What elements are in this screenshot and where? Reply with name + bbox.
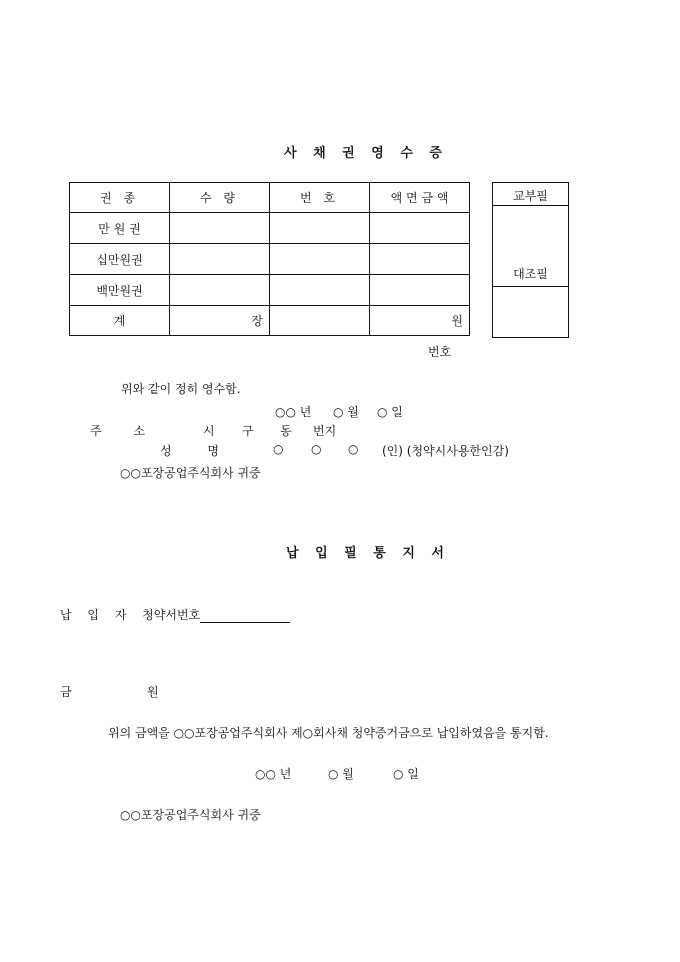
notice-date-day: ○ 일 bbox=[393, 767, 419, 781]
table-row bbox=[70, 244, 470, 275]
row-type-label: 백만원권 bbox=[70, 275, 170, 306]
payer-line bbox=[60, 606, 290, 623]
seal-divider bbox=[493, 286, 568, 287]
row-amount-cell[interactable] bbox=[370, 275, 470, 306]
seal-box bbox=[492, 182, 569, 338]
row-amount-cell[interactable] bbox=[370, 244, 470, 275]
receipt-statement: 위와 같이 정히 영수함. bbox=[121, 382, 241, 396]
row-number-cell[interactable] bbox=[270, 213, 370, 244]
table-row bbox=[70, 213, 470, 244]
row-quantity-cell[interactable] bbox=[170, 275, 270, 306]
row-type-label: 십만원권 bbox=[70, 244, 170, 275]
name-mark-2: ○ bbox=[311, 442, 322, 456]
address-dong: 동 bbox=[280, 424, 292, 438]
receipt-table bbox=[69, 182, 470, 336]
row-number-cell[interactable] bbox=[270, 275, 370, 306]
number-label: 번호 bbox=[428, 345, 452, 359]
total-quantity-unit: 장 bbox=[170, 306, 270, 336]
address-gu: 구 bbox=[242, 424, 254, 438]
notice-date-month: ○ 월 bbox=[328, 767, 354, 781]
row-type-label: 만 원 권 bbox=[70, 213, 170, 244]
payer-label: 납 입 자 청약서번호 bbox=[60, 608, 201, 622]
table-total-row bbox=[70, 306, 470, 336]
row-number-cell[interactable] bbox=[270, 244, 370, 275]
receipt-title: 사 채 권 영 수 증 bbox=[284, 146, 448, 161]
header-number: 번 호 bbox=[270, 183, 370, 213]
row-quantity-cell[interactable] bbox=[170, 213, 270, 244]
table-row bbox=[70, 275, 470, 306]
name-mark-3: ○ bbox=[348, 442, 359, 456]
receipt-addressee: ○○포장공업주식회사 귀중 bbox=[120, 466, 261, 480]
receipt-date-year: ○○ 년 bbox=[275, 405, 312, 419]
notice-addressee: ○○포장공업주식회사 귀중 bbox=[120, 808, 261, 822]
receipt-date-day: ○ 일 bbox=[377, 405, 403, 419]
total-number-cell[interactable] bbox=[270, 306, 370, 336]
seal-divider bbox=[493, 205, 568, 206]
table-header-row bbox=[70, 183, 470, 213]
receipt-date-month: ○ 월 bbox=[333, 405, 359, 419]
amount-label: 금 bbox=[60, 685, 72, 699]
total-amount-unit: 원 bbox=[370, 306, 470, 336]
address-si: 시 bbox=[203, 424, 215, 438]
notice-title: 납 입 필 통 지 서 bbox=[286, 546, 450, 561]
header-quantity: 수 량 bbox=[170, 183, 270, 213]
name-mark-1: ○ bbox=[273, 442, 284, 456]
row-amount-cell[interactable] bbox=[370, 213, 470, 244]
delivery-seal-label: 교부필 bbox=[513, 189, 548, 203]
header-type: 권 종 bbox=[70, 183, 170, 213]
notice-date-year: ○○ 년 bbox=[255, 767, 292, 781]
notice-body: 위의 금액을 ○○포장공업주식회사 제○회사채 청약증거금으로 납입하였음을 통지함. bbox=[108, 726, 549, 740]
address-beonji: 번지 bbox=[313, 424, 337, 438]
check-seal-label: 대조필 bbox=[513, 267, 548, 281]
name-label: 성 명 bbox=[160, 444, 235, 458]
address-label: 주 소 bbox=[90, 424, 159, 438]
header-face-amount: 액 면 금 액 bbox=[370, 183, 470, 213]
amount-unit: 원 bbox=[147, 685, 159, 699]
seal-note: (인) (청약시사용한인감) bbox=[382, 444, 509, 458]
row-quantity-cell[interactable] bbox=[170, 244, 270, 275]
application-number-field[interactable] bbox=[200, 609, 290, 623]
total-label: 계 bbox=[70, 306, 170, 336]
